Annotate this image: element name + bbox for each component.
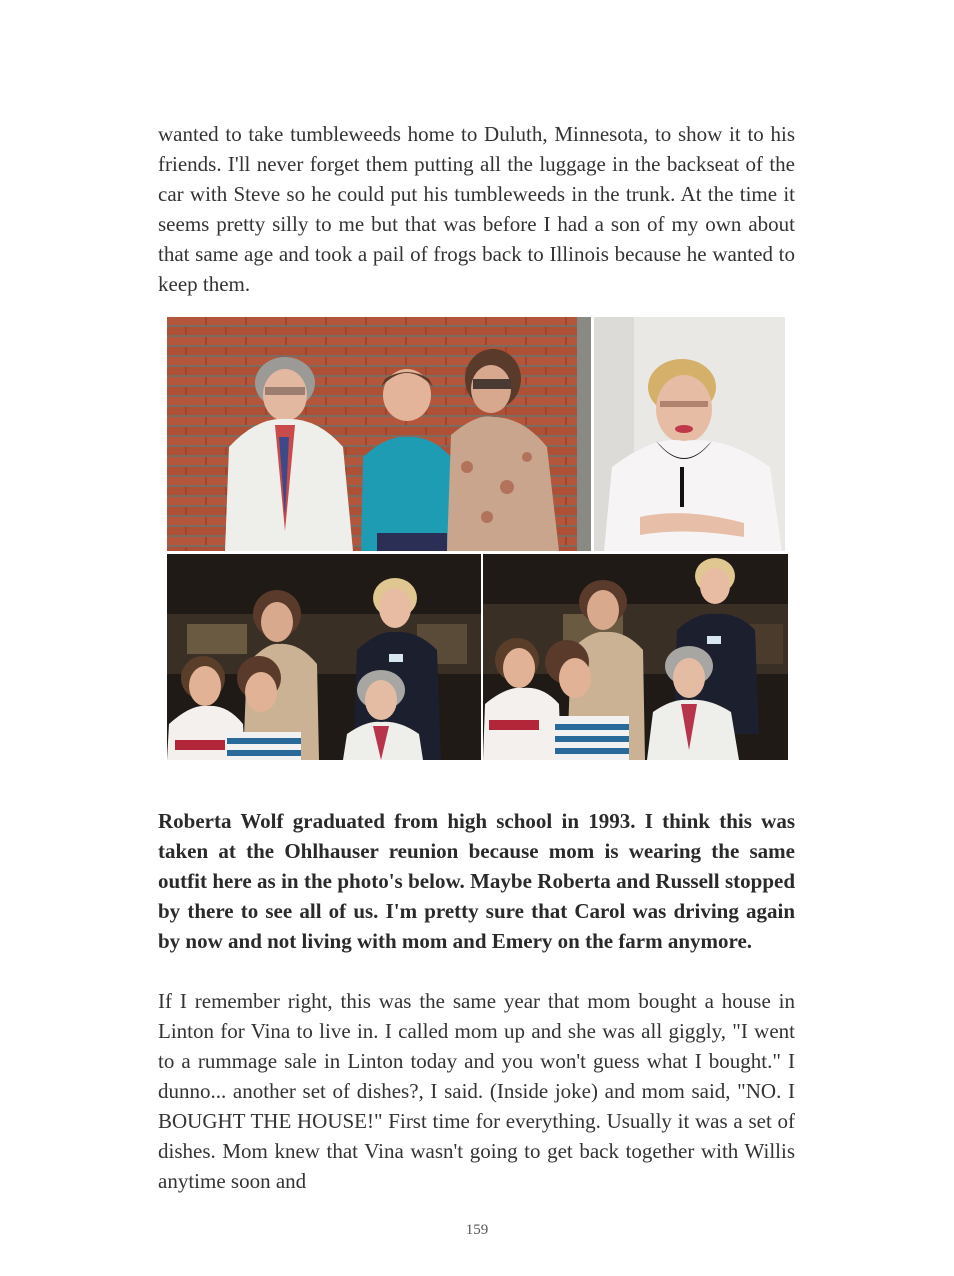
graduation-portrait-photo	[594, 317, 785, 551]
body-paragraph-top: wanted to take tumbleweeds home to Duluth, Minnesota, to show it to his friends. I'll never forget them putting all the luggage in the backseat of the car with Steve so he could put his tumbleweeds in the trunk. At the time it seems pretty silly to me but that was before I had a son of my own about that same age and took a pail of frogs back to Illinois because he wanted to keep them.	[158, 122, 795, 296]
body-paragraph-bottom: If I remember right, this was the same year that mom bought a house in Linton for Vina to live in. I called mom up and she was all giggly, "I went to a rummage sale in Linton today and you won't guess what I bought." I dunno... another set of dishes?, I said. (Inside joke) and mom said, "NO. I BOUGHT THE HOUSE!" First time for everything. Usually it was a set of dishes. Mom knew that Vina wasn't going to get back together with Willis anytime soon and	[158, 989, 795, 1193]
reunion-group-photo-right	[483, 554, 788, 760]
reunion-group-photo-left	[167, 554, 481, 760]
photo-caption-bold: Roberta Wolf graduated from high school in 1993. I think this was taken at the Ohlhauser reunion because mom is wearing the same outfit here as in the photo's below. Maybe Roberta and Russell stopped by there to see all of us. I'm pretty sure that Carol was driving again by now and not living with mom and Emery on the farm anymore.	[158, 809, 795, 953]
family-by-brick-wall-photo	[167, 317, 591, 551]
page-number: 159	[465, 1222, 489, 1238]
